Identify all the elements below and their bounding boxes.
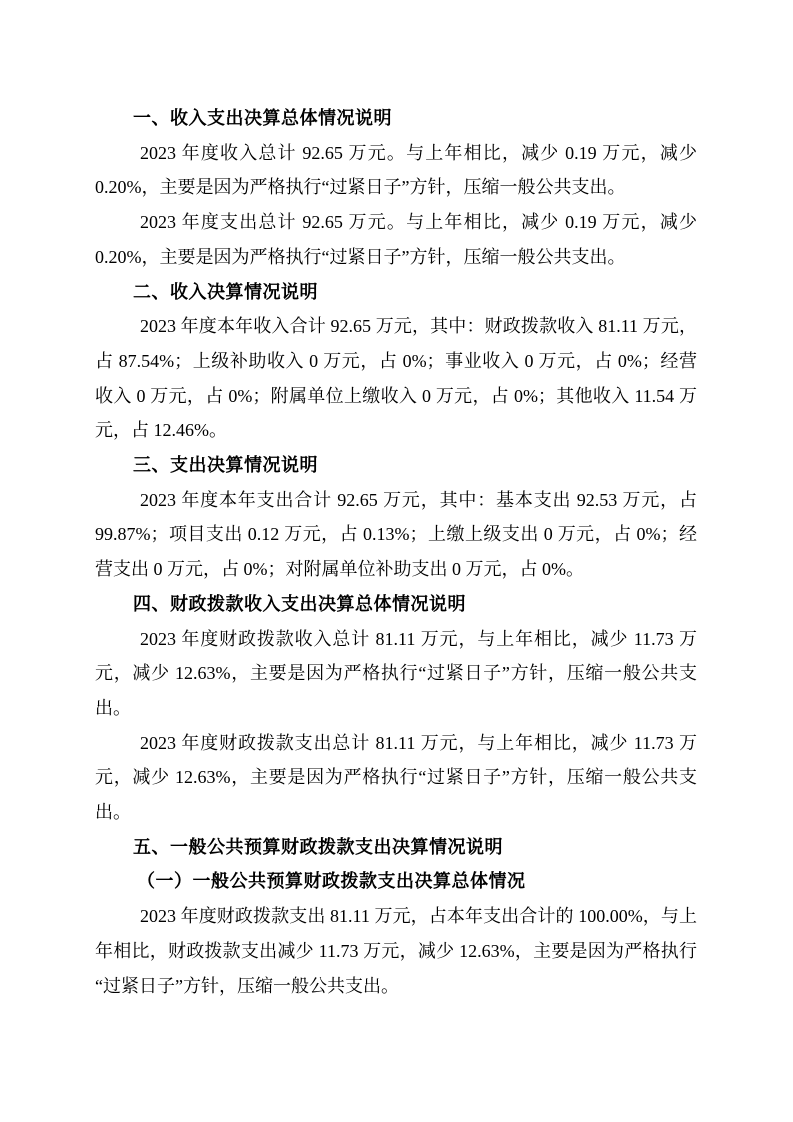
paragraph: 2023 年度财政拨款支出 81.11 万元，占本年支出合计的 100.00%，与上年相比，财政拨款支出减少 11.73 万元，减少 12.63%，主要是因为严格执行“过紧日子”方针，压缩一般公共支出。 xyxy=(95,906,697,996)
section-fiscal-appropriation-overview xyxy=(95,587,697,830)
paragraph: 2023 年度财政拨款支出总计 81.11 万元，与上年相比，减少 11.73 万元，减少 12.63%，主要是因为严格执行“过紧日子”方针，压缩一般公共支出。 xyxy=(95,732,697,823)
paragraph: 2023 年度本年收入合计 92.65 万元，其中：财政拨款收入 81.11 万元，占 87.54%；上级补助收入 0 万元，占 0%；事业收入 0 万元，占 0%；经营收入 0 万元，占 0%；附属单位上缴收入 0 万元，占 0%；其他收入 11.54 万元，占 12.46%。 xyxy=(95,316,697,441)
section-income-expenditure-overview xyxy=(95,101,697,275)
section-income-final-accounts xyxy=(95,275,697,449)
section-heading: 三、支出决算情况说明 xyxy=(133,455,318,476)
section-heading: 一、收入支出决算总体情况说明 xyxy=(133,108,392,128)
subsection-heading: （一）一般公共预算财政拨款支出决算总体情况 xyxy=(137,871,526,892)
section-heading: 四、财政拨款收入支出决算总体情况说明 xyxy=(133,593,466,614)
paragraph: 2023 年度本年支出合计 92.65 万元，其中：基本支出 92.53 万元，占 99.87%；项目支出 0.12 万元，占 0.13%；上缴上级支出 0 万元，占 0%；经营支出 0 万元，占 0%；对附属单位补助支出 0 万元，占 0%。 xyxy=(95,489,697,580)
paragraph: 2023 年度支出总计 92.65 万元。与上年相比，减少 0.19 万元，减少 0.20%，主要是因为严格执行“过紧日子”方针，压缩一般公共支出。 xyxy=(95,212,697,267)
section-heading: 五、一般公共预算财政拨款支出决算情况说明 xyxy=(133,836,503,857)
paragraph: 2023 年度财政拨款收入总计 81.11 万元，与上年相比，减少 11.73 万元，减少 12.63%，主要是因为严格执行“过紧日子”方针，压缩一般公共支出。 xyxy=(95,628,697,718)
section-expenditure-final-accounts xyxy=(95,448,697,587)
section-general-public-budget-expenditure xyxy=(95,830,697,1004)
section-heading: 二、收入决算情况说明 xyxy=(133,281,318,302)
paragraph: 2023 年度收入总计 92.65 万元。与上年相比，减少 0.19 万元，减少 0.20%，主要是因为严格执行“过紧日子”方针，压缩一般公共支出。 xyxy=(95,142,697,198)
document-content xyxy=(95,101,697,1003)
